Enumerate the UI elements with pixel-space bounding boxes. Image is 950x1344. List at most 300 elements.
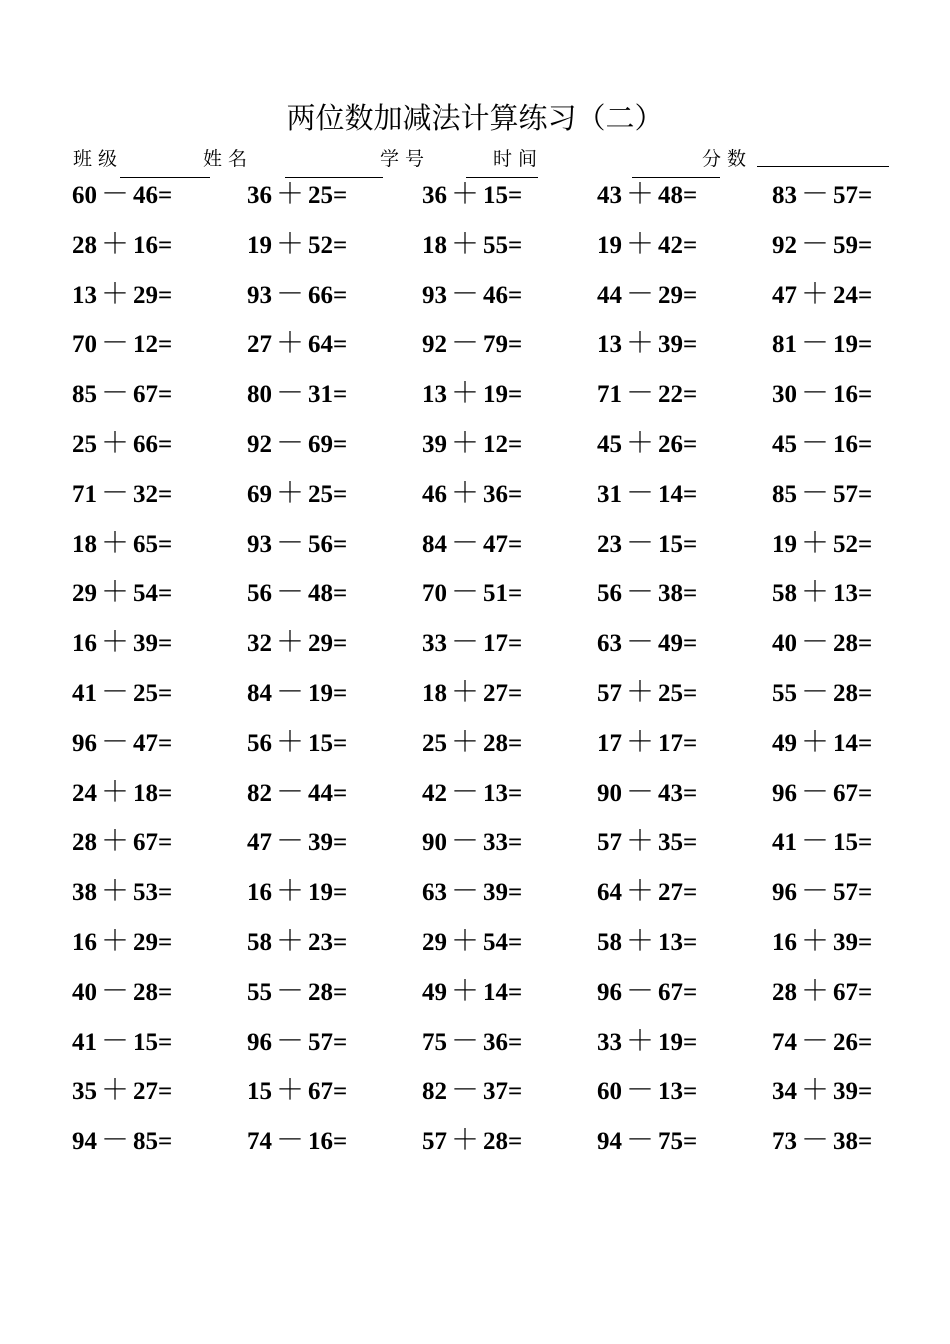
operand-b: 28 xyxy=(833,630,858,658)
equals-sign: = xyxy=(508,580,523,608)
operand-a: 30 xyxy=(772,381,797,409)
minus-sign: － xyxy=(450,824,479,858)
operand-a: 92 xyxy=(772,231,797,259)
operand-a: 24 xyxy=(72,779,97,807)
equals-sign: = xyxy=(333,879,348,907)
minus-sign: － xyxy=(625,475,654,509)
minus-sign: － xyxy=(625,1073,654,1107)
operand-a: 85 xyxy=(772,480,797,508)
problem xyxy=(422,1120,522,1160)
plus-sign: ＋ xyxy=(100,625,129,659)
equals-sign: = xyxy=(508,729,523,757)
minus-sign: － xyxy=(800,874,829,908)
operand-b: 56 xyxy=(308,530,333,558)
plus-sign: ＋ xyxy=(100,874,129,908)
problem xyxy=(247,672,347,712)
operand-b: 19 xyxy=(308,879,333,907)
equals-sign: = xyxy=(333,430,348,458)
operand-b: 28 xyxy=(483,729,508,757)
minus-sign: － xyxy=(275,1123,304,1157)
operand-a: 49 xyxy=(772,729,797,757)
student-id-label: 学号 xyxy=(380,148,431,170)
operand-a: 56 xyxy=(247,729,272,757)
problem xyxy=(247,921,347,961)
problem xyxy=(72,224,172,264)
minus-sign: － xyxy=(275,674,304,708)
equals-sign: = xyxy=(333,331,348,359)
plus-sign: ＋ xyxy=(275,1073,304,1107)
operand-a: 63 xyxy=(597,630,622,658)
equals-sign: = xyxy=(508,182,523,209)
equals-sign: = xyxy=(683,679,698,707)
operand-b: 16 xyxy=(308,1128,333,1156)
operand-b: 29 xyxy=(133,928,158,956)
minus-sign: － xyxy=(275,425,304,459)
operand-a: 35 xyxy=(72,1078,97,1106)
operand-b: 44 xyxy=(308,779,333,807)
equals-sign: = xyxy=(158,928,173,956)
problem xyxy=(422,871,522,911)
problem xyxy=(597,473,697,513)
operand-a: 13 xyxy=(597,331,622,359)
operand-a: 40 xyxy=(72,978,97,1006)
operand-a: 92 xyxy=(422,331,447,359)
minus-sign: － xyxy=(625,376,654,410)
operand-a: 57 xyxy=(422,1128,447,1156)
problem xyxy=(772,1120,872,1160)
operand-a: 15 xyxy=(247,1078,272,1106)
operand-a: 96 xyxy=(772,879,797,907)
operand-b: 39 xyxy=(308,829,333,857)
equals-sign: = xyxy=(333,630,348,658)
plus-sign: ＋ xyxy=(275,177,304,210)
equals-sign: = xyxy=(683,231,698,259)
plus-sign: ＋ xyxy=(625,923,654,957)
problem xyxy=(422,323,522,363)
operand-a: 28 xyxy=(72,829,97,857)
plus-sign: ＋ xyxy=(625,874,654,908)
equals-sign: = xyxy=(858,928,873,956)
operand-b: 66 xyxy=(308,281,333,309)
problem xyxy=(597,174,697,214)
equals-sign: = xyxy=(683,480,698,508)
minus-sign: － xyxy=(450,525,479,559)
operand-a: 74 xyxy=(772,1028,797,1056)
problem-row xyxy=(72,722,912,772)
operand-b: 51 xyxy=(483,580,508,608)
equals-sign: = xyxy=(333,530,348,558)
equals-sign: = xyxy=(508,480,523,508)
operand-b: 27 xyxy=(133,1078,158,1106)
operand-a: 57 xyxy=(597,829,622,857)
problem-row xyxy=(72,423,912,473)
problem-row xyxy=(72,971,912,1021)
operand-a: 33 xyxy=(597,1028,622,1056)
plus-sign: ＋ xyxy=(100,923,129,957)
equals-sign: = xyxy=(158,182,173,209)
plus-sign: ＋ xyxy=(100,525,129,559)
operand-b: 67 xyxy=(658,978,683,1006)
equals-sign: = xyxy=(683,978,698,1006)
equals-sign: = xyxy=(333,480,348,508)
equals-sign: = xyxy=(683,182,698,209)
operand-a: 63 xyxy=(422,879,447,907)
operand-b: 13 xyxy=(658,1078,683,1106)
operand-b: 13 xyxy=(483,779,508,807)
plus-sign: ＋ xyxy=(275,475,304,509)
problem xyxy=(597,672,697,712)
operand-b: 28 xyxy=(308,978,333,1006)
operand-b: 57 xyxy=(833,182,858,209)
operand-b: 55 xyxy=(483,231,508,259)
problem xyxy=(597,523,697,563)
problem xyxy=(597,971,697,1011)
equals-sign: = xyxy=(333,679,348,707)
equals-sign: = xyxy=(508,381,523,409)
operand-a: 18 xyxy=(422,231,447,259)
problem xyxy=(247,871,347,911)
problem xyxy=(597,871,697,911)
equals-sign: = xyxy=(858,779,873,807)
minus-sign: － xyxy=(450,1073,479,1107)
problem xyxy=(72,274,172,314)
operand-a: 31 xyxy=(597,480,622,508)
problem xyxy=(422,1070,522,1110)
operand-a: 58 xyxy=(597,928,622,956)
minus-sign: － xyxy=(800,326,829,360)
operand-a: 70 xyxy=(72,331,97,359)
operand-a: 42 xyxy=(422,779,447,807)
problem xyxy=(772,772,872,812)
operand-a: 19 xyxy=(772,530,797,558)
equals-sign: = xyxy=(508,630,523,658)
operand-b: 52 xyxy=(833,530,858,558)
problem xyxy=(422,423,522,463)
equals-sign: = xyxy=(158,381,173,409)
operand-a: 56 xyxy=(597,580,622,608)
operand-a: 25 xyxy=(422,729,447,757)
plus-sign: ＋ xyxy=(800,525,829,559)
operand-b: 15 xyxy=(833,829,858,857)
operand-b: 26 xyxy=(833,1028,858,1056)
problem xyxy=(772,821,872,861)
operand-a: 13 xyxy=(422,381,447,409)
problem xyxy=(72,1021,172,1061)
problem-row xyxy=(72,871,912,921)
minus-sign: － xyxy=(275,1023,304,1057)
equals-sign: = xyxy=(683,1028,698,1056)
operand-b: 22 xyxy=(658,381,683,409)
operand-a: 41 xyxy=(772,829,797,857)
operand-a: 93 xyxy=(422,281,447,309)
problem xyxy=(72,174,172,214)
operand-b: 32 xyxy=(133,480,158,508)
equals-sign: = xyxy=(858,1078,873,1106)
operand-b: 67 xyxy=(833,779,858,807)
name-label: 姓名 xyxy=(203,148,254,170)
operand-b: 66 xyxy=(133,430,158,458)
problem xyxy=(597,373,697,413)
problem xyxy=(772,423,872,463)
problem xyxy=(772,722,872,762)
equals-sign: = xyxy=(508,1128,523,1156)
operand-a: 28 xyxy=(772,978,797,1006)
problem xyxy=(72,423,172,463)
problem xyxy=(422,772,522,812)
minus-sign: － xyxy=(800,1023,829,1057)
operand-b: 39 xyxy=(833,928,858,956)
minus-sign: － xyxy=(625,625,654,659)
operand-a: 96 xyxy=(247,1028,272,1056)
problem xyxy=(422,921,522,961)
operand-b: 19 xyxy=(658,1028,683,1056)
plus-sign: ＋ xyxy=(800,575,829,609)
plus-sign: ＋ xyxy=(275,724,304,758)
minus-sign: － xyxy=(275,276,304,310)
operand-a: 43 xyxy=(597,182,622,209)
operand-b: 43 xyxy=(658,779,683,807)
operand-a: 16 xyxy=(247,879,272,907)
equals-sign: = xyxy=(683,381,698,409)
operand-a: 29 xyxy=(72,580,97,608)
plus-sign: ＋ xyxy=(275,874,304,908)
operand-b: 16 xyxy=(133,231,158,259)
operand-a: 90 xyxy=(422,829,447,857)
problem xyxy=(772,174,872,214)
operand-a: 40 xyxy=(772,630,797,658)
operand-b: 85 xyxy=(133,1128,158,1156)
problem xyxy=(772,373,872,413)
operand-b: 79 xyxy=(483,331,508,359)
operand-a: 92 xyxy=(247,430,272,458)
operand-a: 16 xyxy=(72,928,97,956)
problem xyxy=(422,523,522,563)
operand-a: 55 xyxy=(247,978,272,1006)
problem xyxy=(72,1070,172,1110)
equals-sign: = xyxy=(683,729,698,757)
equals-sign: = xyxy=(333,928,348,956)
problem xyxy=(597,1021,697,1061)
operand-b: 67 xyxy=(308,1078,333,1106)
operand-a: 71 xyxy=(72,480,97,508)
problem xyxy=(772,921,872,961)
operand-a: 73 xyxy=(772,1128,797,1156)
operand-a: 90 xyxy=(597,779,622,807)
plus-sign: ＋ xyxy=(800,276,829,310)
operand-a: 96 xyxy=(597,978,622,1006)
problem xyxy=(597,921,697,961)
plus-sign: ＋ xyxy=(100,425,129,459)
operand-a: 29 xyxy=(422,928,447,956)
minus-sign: － xyxy=(100,475,129,509)
plus-sign: ＋ xyxy=(275,326,304,360)
operand-a: 28 xyxy=(72,231,97,259)
operand-a: 41 xyxy=(72,1028,97,1056)
operand-b: 53 xyxy=(133,879,158,907)
minus-sign: － xyxy=(275,575,304,609)
plus-sign: ＋ xyxy=(800,973,829,1007)
minus-sign: － xyxy=(800,625,829,659)
equals-sign: = xyxy=(158,729,173,757)
problem-row xyxy=(72,373,912,423)
plus-sign: ＋ xyxy=(625,326,654,360)
plus-sign: ＋ xyxy=(625,824,654,858)
problem xyxy=(247,323,347,363)
minus-sign: － xyxy=(275,376,304,410)
operand-a: 71 xyxy=(597,381,622,409)
operand-b: 69 xyxy=(308,430,333,458)
operand-a: 16 xyxy=(772,928,797,956)
problem xyxy=(772,1021,872,1061)
problem-row xyxy=(72,224,912,274)
operand-b: 54 xyxy=(133,580,158,608)
operand-b: 38 xyxy=(833,1128,858,1156)
operand-a: 82 xyxy=(422,1078,447,1106)
operand-b: 15 xyxy=(308,729,333,757)
minus-sign: － xyxy=(800,824,829,858)
operand-b: 25 xyxy=(308,182,333,209)
plus-sign: ＋ xyxy=(625,1023,654,1057)
problem xyxy=(72,523,172,563)
plus-sign: ＋ xyxy=(100,276,129,310)
minus-sign: － xyxy=(100,674,129,708)
problem xyxy=(597,821,697,861)
minus-sign: － xyxy=(100,177,129,210)
equals-sign: = xyxy=(158,879,173,907)
problem xyxy=(72,622,172,662)
plus-sign: ＋ xyxy=(450,923,479,957)
problem-row xyxy=(72,323,912,373)
problem xyxy=(247,722,347,762)
operand-a: 55 xyxy=(772,679,797,707)
operand-a: 93 xyxy=(247,281,272,309)
operand-b: 12 xyxy=(483,430,508,458)
problem xyxy=(247,622,347,662)
equals-sign: = xyxy=(683,530,698,558)
minus-sign: － xyxy=(450,326,479,360)
problem xyxy=(597,622,697,662)
problem xyxy=(597,722,697,762)
operand-b: 19 xyxy=(483,381,508,409)
operand-b: 23 xyxy=(308,928,333,956)
minus-sign: － xyxy=(450,1023,479,1057)
equals-sign: = xyxy=(683,430,698,458)
equals-sign: = xyxy=(683,879,698,907)
operand-b: 28 xyxy=(483,1128,508,1156)
plus-sign: ＋ xyxy=(625,425,654,459)
operand-a: 74 xyxy=(247,1128,272,1156)
plus-sign: ＋ xyxy=(800,724,829,758)
plus-sign: ＋ xyxy=(450,177,479,210)
operand-b: 15 xyxy=(658,530,683,558)
operand-a: 84 xyxy=(247,679,272,707)
problem-row xyxy=(72,523,912,573)
operand-b: 14 xyxy=(658,480,683,508)
plus-sign: ＋ xyxy=(800,923,829,957)
equals-sign: = xyxy=(508,281,523,309)
problem xyxy=(247,174,347,214)
equals-sign: = xyxy=(333,978,348,1006)
equals-sign: = xyxy=(158,580,173,608)
equals-sign: = xyxy=(158,231,173,259)
equals-sign: = xyxy=(858,331,873,359)
equals-sign: = xyxy=(858,679,873,707)
operand-a: 58 xyxy=(772,580,797,608)
problem-row xyxy=(72,1120,912,1170)
time-label: 时间 xyxy=(493,148,544,170)
equals-sign: = xyxy=(158,331,173,359)
equals-sign: = xyxy=(683,829,698,857)
operand-b: 75 xyxy=(658,1128,683,1156)
plus-sign: ＋ xyxy=(625,724,654,758)
minus-sign: － xyxy=(275,525,304,559)
operand-a: 16 xyxy=(72,630,97,658)
operand-b: 15 xyxy=(483,182,508,209)
equals-sign: = xyxy=(508,1028,523,1056)
operand-a: 57 xyxy=(597,679,622,707)
plus-sign: ＋ xyxy=(450,475,479,509)
score-blank[interactable] xyxy=(757,166,889,167)
plus-sign: ＋ xyxy=(625,177,654,210)
operand-a: 85 xyxy=(72,381,97,409)
plus-sign: ＋ xyxy=(625,674,654,708)
problem xyxy=(772,473,872,513)
problem xyxy=(422,672,522,712)
problem xyxy=(597,274,697,314)
operand-a: 19 xyxy=(247,231,272,259)
operand-b: 19 xyxy=(833,331,858,359)
minus-sign: － xyxy=(625,774,654,808)
problem xyxy=(422,722,522,762)
problem-row xyxy=(72,772,912,822)
operand-a: 25 xyxy=(72,430,97,458)
operand-b: 27 xyxy=(658,879,683,907)
equals-sign: = xyxy=(333,580,348,608)
operand-a: 32 xyxy=(247,630,272,658)
problem xyxy=(772,323,872,363)
minus-sign: － xyxy=(800,226,829,260)
equals-sign: = xyxy=(333,1028,348,1056)
problem xyxy=(772,1070,872,1110)
problem xyxy=(72,821,172,861)
operand-a: 96 xyxy=(772,779,797,807)
problem-row xyxy=(72,821,912,871)
equals-sign: = xyxy=(508,978,523,1006)
equals-sign: = xyxy=(858,630,873,658)
operand-a: 64 xyxy=(597,879,622,907)
problem xyxy=(772,523,872,563)
operand-b: 39 xyxy=(483,879,508,907)
equals-sign: = xyxy=(858,530,873,558)
operand-b: 67 xyxy=(133,829,158,857)
problem xyxy=(72,1120,172,1160)
equals-sign: = xyxy=(508,331,523,359)
operand-a: 39 xyxy=(422,430,447,458)
equals-sign: = xyxy=(333,231,348,259)
plus-sign: ＋ xyxy=(450,973,479,1007)
equals-sign: = xyxy=(158,829,173,857)
problem xyxy=(597,423,697,463)
equals-sign: = xyxy=(333,281,348,309)
problem xyxy=(247,473,347,513)
problem xyxy=(422,1021,522,1061)
equals-sign: = xyxy=(858,580,873,608)
plus-sign: ＋ xyxy=(100,824,129,858)
problem xyxy=(422,174,522,214)
minus-sign: － xyxy=(800,674,829,708)
operand-b: 54 xyxy=(483,928,508,956)
operand-b: 15 xyxy=(133,1028,158,1056)
